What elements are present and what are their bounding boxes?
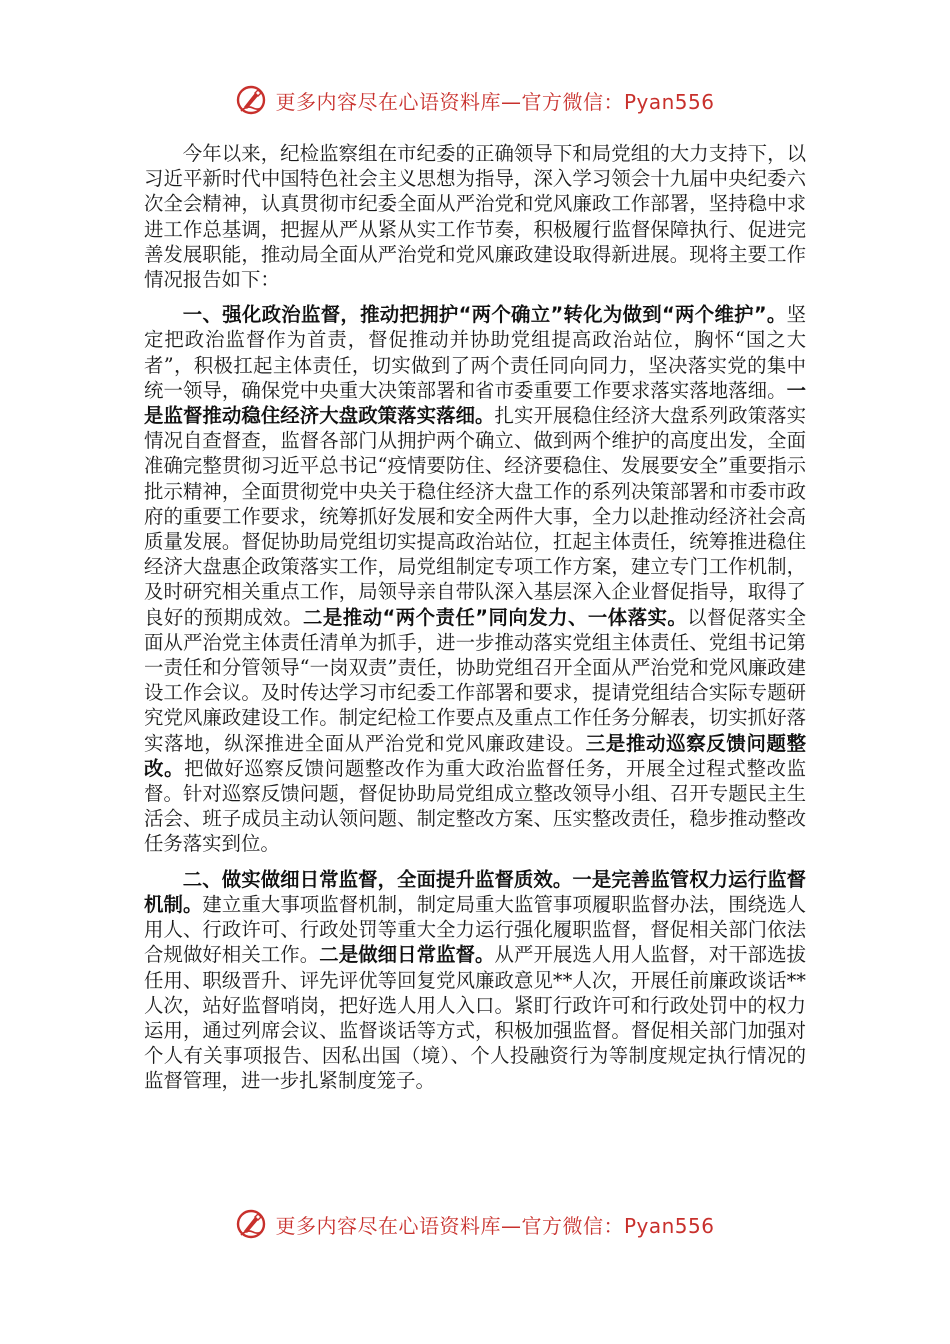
body-text: 把做好巡察反馈问题整改作为重大政治监督任务，开展全过程式整改监督。针对巡察反馈问题，督促协助局党组成立整改领导小组、召开专题民主生活会、班子成员主动认领问题、制定整改方案、压实整改责任，稳步推动整改任务落实到位。 bbox=[144, 756, 807, 856]
bold-heading-text: 一、强化政治监督，推动把拥护“两个确立”转化为做到“两个维护”。 bbox=[182, 303, 787, 327]
bold-heading-text: 二是做细日常监督。 bbox=[319, 943, 495, 967]
body-text: 从严开展选人用人监督，对干部选拔任用、职级晋升、评先评优等回复党风廉政意见**人次，开展任前廉政谈话**人次，站好监督哨岗，把好选人用人入口。紧盯行政许可和行政处罚中的权力运用，通过列席会议、监督谈话等方式，积极加强监督。督促相关部门加强对个人有关事项报告、因私出国（境）、个人投融资行为等制度规定执行情况的监督管理，进一步扎紧制度笼子。 bbox=[144, 943, 807, 1093]
document-body bbox=[144, 141, 806, 1094]
body-text: 以督促落实全面从严治党主体责任清单为抓手，进一步推动落实党组主体责任、党组书记第一责任和分管领导“一岗双责”责任，协助党组召开全面从严治党和党风廉政建设工作会议。及时传达学习市纪委工作部署和要求，提请党组结合实际专题研究党风廉政建设工作。制定纪检工作要点及重点工作任务分解表，切实抓好落实落地，纵深推进全面从严治党和党风廉政建设。 bbox=[144, 605, 807, 755]
body-text: 扎实开展稳住经济大盘系列政策落实情况自查督查，监督各部门从拥护两个确立、做到两个维护的高度出发，全面准确完整贯彻习近平总书记“疫情要防住、经济要稳住、发展要安全”重要指示批示精神，全面贯彻党中央关于稳住经济大盘工作的系列决策部署和市委市政府的重要工作要求，统筹抓好发展和安全两件大事，全力以赴推动经济社会高质量发展。督促协助局党组切实提高政治站位，扛起主体责任，统筹推进稳住经济大盘惠企政策落实工作，局党组制定专项工作方案，建立专门工作机制，及时研究相关重点工作，局领导亲自带队深入基层深入企业督促指导，取得了良好的预期成效。 bbox=[144, 404, 807, 629]
paragraph-section-two bbox=[144, 867, 806, 1094]
bold-heading-text: 三是推动巡察反馈问题整改。 bbox=[144, 731, 807, 780]
bold-heading-text: 二、做实做细日常监督，全面提升监督质效。一是完善监管权力运行监督机制。 bbox=[144, 867, 806, 916]
bold-heading-text: 二是推动“两个责任”同向发力、一体落实。 bbox=[303, 605, 688, 629]
body-text: 今年以来，纪检监察组在市纪委的正确领导下和局党组的大力支持下，以习近平新时代中国特色社会主义思想为指导，深入学习领会十九届中央纪委六次全会精神，认真贯彻市纪委全面从严治党和党风廉政工作部署，坚持稳中求进工作总基调，把握从严从紧从实工作节奏，积极履行监督保障执行、促进完善发展职能，推动局全面从严治党和党风廉政建设取得新进展。现将主要工作情况报告如下： bbox=[144, 142, 806, 292]
pen-logo-icon bbox=[235, 1208, 267, 1240]
paragraph-intro bbox=[144, 141, 806, 292]
body-text: 建立重大事项监督机制，制定局重大监管事项履职监督办法，围绕选人用人、行政许可、行政处罚等重大全力运行强化履职监督，督促相关部门依法合规做好相关工作。 bbox=[144, 892, 807, 967]
body-text: 坚定把政治监督作为首责，督促推动并协助党组提高政治站位，胸怀“国之大者”，积极扛起主体责任，切实做到了两个责任同向同力，坚决落实党的集中统一领导，确保党中央重大决策部署和省市委重要工作要求落实落地落细。 bbox=[144, 303, 806, 402]
bold-heading-text: 一是监督推动稳住经济大盘政策落实落细。 bbox=[144, 378, 806, 428]
header-banner bbox=[0, 84, 950, 116]
footer-banner bbox=[0, 1208, 950, 1240]
banner-text: 更多内容尽在心语资料库—官方微信：Pyan556 bbox=[275, 1213, 715, 1238]
banner-text: 更多内容尽在心语资料库—官方微信：Pyan556 bbox=[275, 89, 715, 114]
pen-logo-icon bbox=[235, 84, 267, 116]
paragraph-section-one bbox=[144, 302, 806, 856]
